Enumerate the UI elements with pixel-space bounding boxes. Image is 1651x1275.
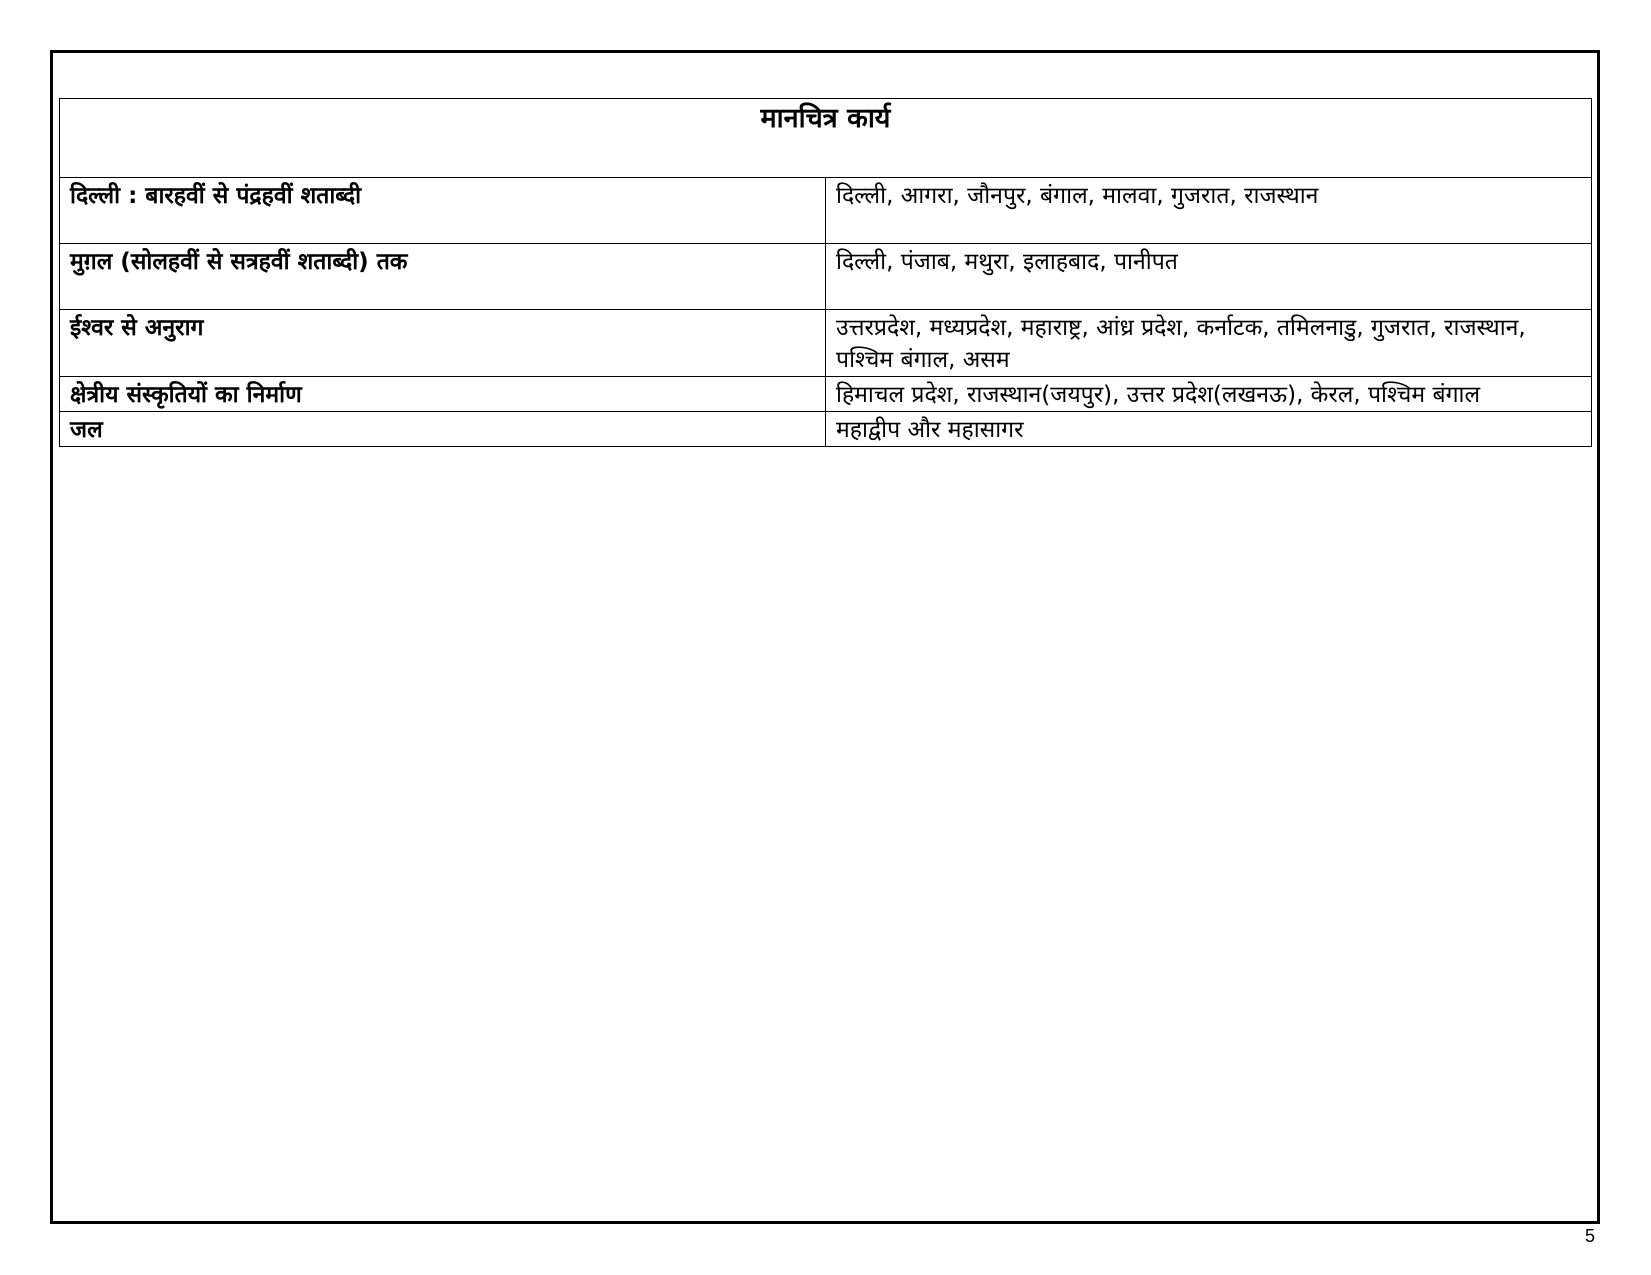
table-title: मानचित्र कार्य (60, 99, 1592, 178)
table-row (60, 178, 1592, 244)
page-number: 5 (1584, 1226, 1595, 1246)
table-row (60, 412, 1592, 447)
places-cell: महाद्वीप और महासागर (826, 412, 1592, 447)
table-title-row (60, 99, 1592, 178)
table-row (60, 244, 1592, 310)
table-row (60, 310, 1592, 377)
topic-cell: क्षेत्रीय संस्कृतियों का निर्माण (60, 377, 826, 412)
topic-cell: ईश्वर से अनुराग (60, 310, 826, 377)
places-cell: दिल्ली, पंजाब, मथुरा, इलाहबाद, पानीपत (826, 244, 1592, 310)
map-work-table (59, 98, 1592, 447)
places-cell: उत्तरप्रदेश, मध्यप्रदेश, महाराष्ट्र, आंध्र प्रदेश, कर्नाटक, तमिलनाडु, गुजरात, राजस्थान, पश्चिम बंगाल, असम (826, 310, 1592, 377)
topic-cell: दिल्ली : बारहवीं से पंद्रहवीं शताब्दी (60, 178, 826, 244)
places-cell: हिमाचल प्रदेश, राजस्थान(जयपुर), उत्तर प्रदेश(लखनऊ), केरल, पश्चिम बंगाल (826, 377, 1592, 412)
places-cell: दिल्ली, आगरा, जौनपुर, बंगाल, मालवा, गुजरात, राजस्थान (826, 178, 1592, 244)
topic-cell: मुग़ल (सोलहवीं से सत्रहवीं शताब्दी) तक (60, 244, 826, 310)
table-row (60, 377, 1592, 412)
topic-cell: जल (60, 412, 826, 447)
